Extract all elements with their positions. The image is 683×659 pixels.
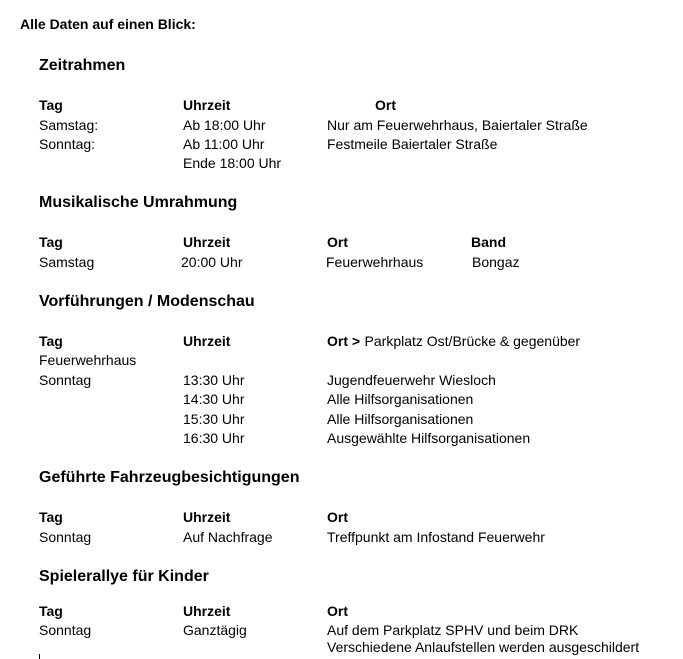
cell-ort: Festmeile Baiertaler Straße [327,136,498,152]
header-tag: Tag [39,97,63,113]
cell-tag: Samstag [39,254,95,270]
cell-ort: Ausgewählte Hilfsorganisationen [327,430,531,446]
cell-uhrzeit: Ab 18:00 Uhr [183,117,266,133]
cell-band: Bongaz [472,254,520,270]
header-uhrzeit: Uhrzeit [183,333,231,349]
cell-ort: Nur am Feuerwehrhaus, Baiertaler Straße [327,117,588,133]
header-uhrzeit: Uhrzeit [183,603,231,619]
cell-uhrzeit: 20:00 Uhr [181,254,243,270]
cell-tag: Samstag: [39,117,99,133]
cell-uhrzeit: Auf Nachfrage [183,529,273,545]
page-title: Alle Daten auf einen Blick: [20,16,196,32]
header-uhrzeit: Uhrzeit [183,234,231,250]
section-title-zeitrahmen: Zeitrahmen [39,57,126,74]
cell-uhrzeit: 15:30 Uhr [183,411,245,427]
header-ort: Ort [375,97,396,113]
cell-tag: Sonntag [39,372,92,388]
header-tag: Tag [39,333,63,349]
header-ort: Ort > [327,333,361,349]
cell-ort: Alle Hilfsorganisationen [327,411,474,427]
cell-uhrzeit: Ganztägig [183,622,247,638]
section-title-vorfuehrungen: Vorführungen / Modenschau [39,293,255,310]
header-ort-row [327,333,580,351]
text-cursor [39,654,40,659]
cell-uhrzeit: 13:30 Uhr [183,372,245,388]
header-tag: Tag [39,234,63,250]
cell-ort: Treffpunkt am Infostand Feuerwehr [327,529,545,545]
section-title-fahrzeug: Geführte Fahrzeugbesichtigungen [39,469,300,486]
ort-note-continued: Feuerwehrhaus [39,352,137,368]
cell-tag: Sonntag [39,622,92,638]
section-title-spielerallye: Spielerallye für Kinder [39,568,209,585]
header-uhrzeit: Uhrzeit [183,509,231,525]
cell-uhrzeit: Ende 18:00 Uhr [183,155,282,171]
header-ort: Ort [327,509,348,525]
cell-tag: Sonntag [39,529,92,545]
header-ort: Ort [327,603,348,619]
header-tag: Tag [39,509,63,525]
header-ort: Ort [327,234,348,250]
cell-ort: Auf dem Parkplatz SPHV und beim DRK [327,622,579,638]
header-tag: Tag [39,603,63,619]
ort-note: Parkplatz Ost/Brücke & gegenüber [364,333,581,349]
cell-uhrzeit: Ab 11:00 Uhr [183,136,265,152]
cell-ort: Alle Hilfsorganisationen [327,391,474,407]
cell-ort: Feuerwehrhaus [326,254,424,270]
section-title-musik: Musikalische Umrahmung [39,194,238,211]
cell-ort: Verschiedene Anlaufstellen werden ausgeschildert [327,639,640,655]
cell-uhrzeit: 16:30 Uhr [183,430,245,446]
header-uhrzeit: Uhrzeit [183,97,231,113]
cell-uhrzeit: 14:30 Uhr [183,391,245,407]
cell-tag: Sonntag: [39,136,96,152]
header-band: Band [471,234,506,250]
cell-ort: Jugendfeuerwehr Wiesloch [327,372,496,388]
